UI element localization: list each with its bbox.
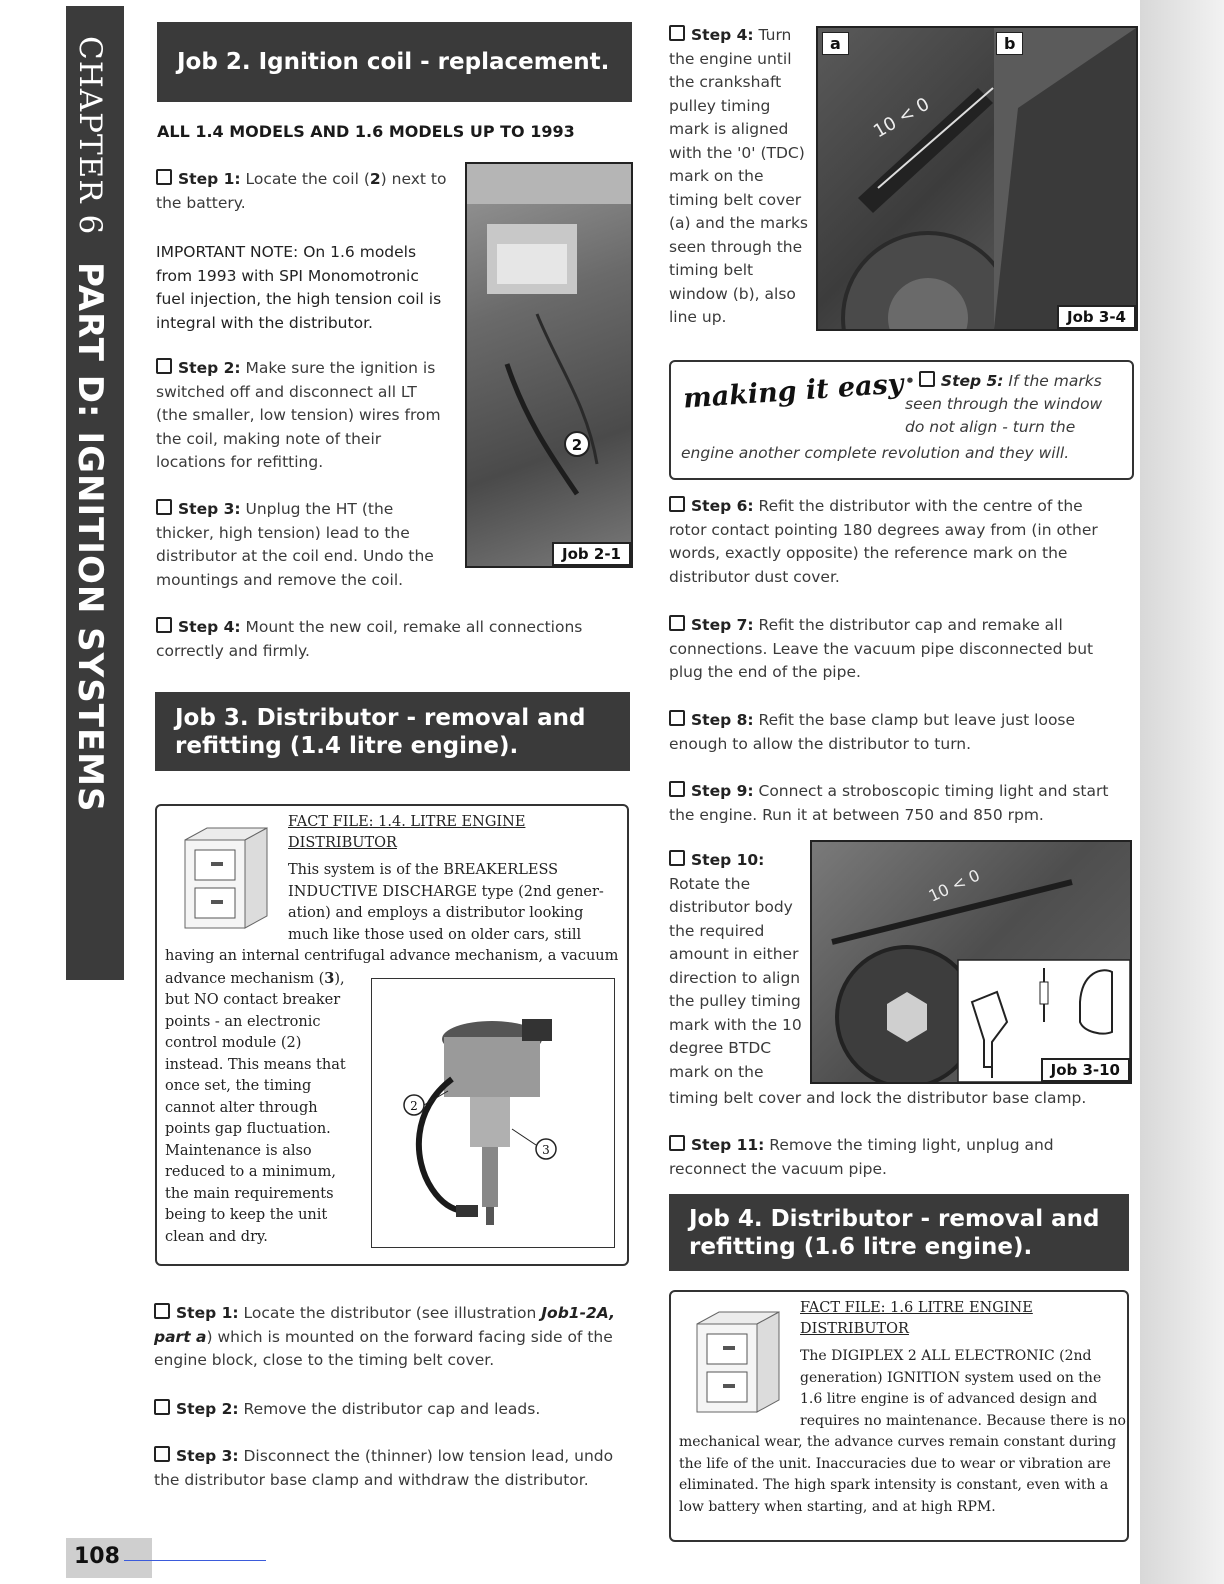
fact-file-16 [669,1290,1129,1542]
checkbox-icon [669,25,685,41]
fact-file-line: advance mechanism (3), [165,970,345,987]
distributor-illustration [371,978,615,1248]
job3-header: Job 3. Distributor - removal and refitting (1.4 litre engine). [155,692,630,771]
part-title: PART D: IGNITION SYSTEMS [70,262,110,813]
checkbox-icon [669,710,685,726]
step5-text: • Step 5: If the marks seen through the window do not align - turn the [905,372,1103,436]
job3-step10: Step 10: Rotate the distributor body the required amount in either direction to align the pulley timing mark with the 10 degree BTDC mark on the [669,851,802,1081]
fact-file-heading: FACT FILE: 1.6 LITRE ENGINE [800,1300,1033,1316]
checkbox-icon [154,1446,170,1462]
photo-ignition-coil [465,162,633,568]
photo-caption: Job 3-10 [1041,1058,1130,1082]
svg-text:10 < 0: 10 < 0 [870,93,934,143]
svg-text:2: 2 [410,1099,418,1113]
fact-file-heading-2: DISTRIBUTOR [800,1321,909,1337]
job2-header [157,22,632,102]
checkbox-icon [669,781,685,797]
fact-file-heading-2: DISTRIBUTOR [288,835,397,851]
job3-step10-last: timing belt cover and lock the distributor base clamp. [669,1089,1087,1107]
fact-file-body: but NO contact breaker points - an electronic control module (2) instead. This means that once set, the timing cannot alter through points gap fluctuation. Maintenance is also reduced to a minimum, the main requirements being to keep the unit clean and dry. [165,992,346,1245]
chapter-sidebar [66,6,124,980]
job3-step8: Step 8: Refit the base clamp but leave just loose enough to allow the distributor to turn. [669,711,1076,753]
svg-text:3: 3 [542,1143,550,1157]
job3-step4: Step 4: Turn the engine until the crankshaft pulley timing mark is aligned with the '0' (TDC) mark on the timing belt cover (a) and the marks seen through the timing belt window (b), also line up. [669,26,808,326]
svg-text:10 < 0: 10 < 0 [925,865,983,906]
job3-step6: Step 6: Refit the distributor with the centre of the rotor contact pointing 180 degrees away from (in other words, exactly opposite) the reference mark on the distributor dust cover. [669,497,1098,586]
photo-timing-marks [816,26,1138,331]
chapter-label: CHAPTER 6 [72,36,108,236]
photo-caption: Job 3-4 [1057,305,1136,329]
filing-cabinet-icon [687,1308,787,1416]
checkbox-icon [156,358,172,374]
timing-photo-drawing [818,28,1136,329]
checkbox-icon [669,1135,685,1151]
checkbox-icon [669,615,685,631]
job3-step9: Step 9: Connect a stroboscopic timing light and start the engine. Run it at between 750 and 850 rpm. [669,782,1109,824]
timing-light-drawing [812,842,1130,1082]
making-it-easy-box [669,360,1134,480]
page-edge [1140,0,1224,1584]
checkbox-icon [156,499,172,515]
job3-step7: Step 7: Refit the distributor cap and remake all connections. Leave the vacuum pipe disconnected but plug the end of the pipe. [669,616,1094,681]
fact-file-heading: FACT FILE: 1.4. LITRE ENGINE [288,814,526,830]
job3-step2: Step 2: Remove the distributor cap and leads. [154,1398,624,1422]
step5-last-line: engine another complete revolution and they will. [681,444,1070,462]
photo-label-a: a [822,32,849,55]
fact-file-intro: The DIGIPLEX 2 ALL ELECTRONIC (2nd generation) IGNITION system used on the 1.6 litre engine is of advanced design and requires no maintenance. Because there is no [800,1348,1126,1429]
important-note: IMPORTANT NOTE: On 1.6 models from 1993 with SPI Monomotronic fuel injection, the high tension coil is integral with the distributor. [156,243,442,332]
fact-file-line: having an internal centrifugal advance mechanism, a vacuum [165,948,619,964]
fact-file-body: mechanical wear, the advance curves remain constant during the life of the unit. Inaccuracies due to wear or vibration are eliminated. The high spark intensity is constant, even with a low battery when starting, and at high RPM. [679,1434,1117,1515]
job3-step11: Step 11: Remove the timing light, unplug and reconnect the vacuum pipe. [669,1136,1054,1178]
checkbox-icon [154,1303,170,1319]
job3-step1: Step 1: Locate the distributor (see illustration Job1-2A, part a) which is mounted on the forward facing side of the engine block, close to the timing belt cover. [154,1304,615,1369]
checkbox-icon [154,1399,170,1415]
fact-file-14 [155,804,629,1266]
checkbox-icon [919,371,935,387]
filing-cabinet-icon [175,824,275,932]
job2-step1: Step 1: Locate the coil (2) next to the battery. [156,170,447,212]
job2-step2: Step 2: Make sure the ignition is switched off and disconnect all LT (the smaller, low tension) wires from the coil, making note of their locations for refitting. [156,359,441,471]
job2-subtitle: ALL 1.4 MODELS AND 1.6 MODELS UP TO 1993 [157,122,575,141]
photo-timing-light [810,840,1132,1084]
svg-text:2: 2 [571,436,583,454]
underline-link-rule [124,1560,266,1561]
checkbox-icon [156,617,172,633]
page-number: 108 [66,1538,152,1578]
photo-caption: Job 2-1 [552,542,631,566]
photo-label-b: b [996,32,1023,55]
job3-step3: Step 3: Disconnect the (thinner) low tension lead, undo the distributor base clamp and withdraw the distributor. [154,1447,614,1489]
making-it-easy-logo: making it easy [682,368,905,415]
fact-file-intro: This system is of the BREAKERLESS INDUCTIVE DISCHARGE type (2nd gener- ation) and employs a distributor looking much like those used on older cars, still [288,862,604,943]
coil-photo-drawing [467,164,631,566]
checkbox-icon [669,496,685,512]
job4-header: Job 4. Distributor - removal and refitting (1.6 litre engine). [669,1194,1129,1271]
checkbox-icon [156,169,172,185]
job2-step4: Step 4: Mount the new coil, remake all connections correctly and firmly. [156,618,583,660]
job2-step3: Step 3: Unplug the HT (the thicker, high tension) lead to the distributor at the coil end. Undo the mountings and remove the coil. [156,500,434,589]
job2-title: Job 2. Ignition coil - replacement. [177,49,610,75]
checkbox-icon [669,850,685,866]
